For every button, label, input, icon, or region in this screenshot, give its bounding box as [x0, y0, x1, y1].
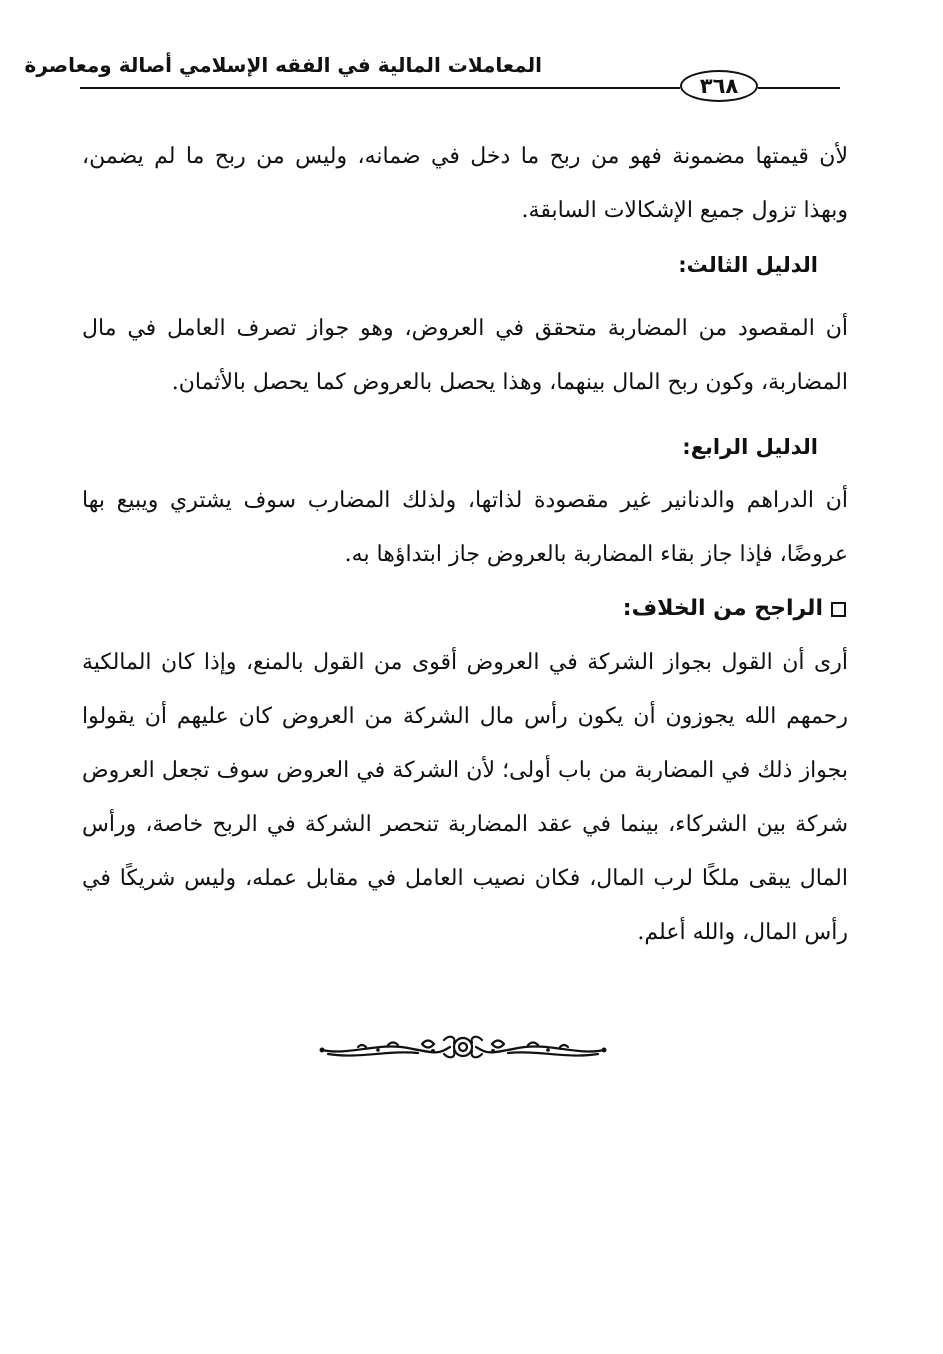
paragraph-1: لأن قيمتها مضمونة فهو من ربح ما دخل في ضمانه، وليس من ربح ما لم يضمن، وبهذا تزول جميع الإشكالات السابقة. — [82, 144, 848, 223]
page-number: ٣٦٨ — [680, 70, 758, 102]
page-content — [82, 130, 848, 960]
heading-fourth-evidence: الدليل الرابع: — [682, 435, 818, 459]
checkbox-icon — [831, 602, 846, 617]
paragraph-2: أن المقصود من المضاربة متحقق في العروض، وهو جواز تصرف العامل في مال المضاربة، وكون ربح المال بينهما، وهذا يحصل بالعروض كما يحصل بالأثمان. — [82, 316, 848, 395]
header-rule — [758, 87, 840, 89]
paragraph-4: أرى أن القول بجواز الشركة في العروض أقوى من القول بالمنع، وإذا كان المالكية رحمهم الله يجوزون أن يكون رأس مال الشركة من العروض كان عليهم أن يقولوا بجواز ذلك في المضاربة من باب أولى؛ لأن الشركة في العروض سوف تجعل العروض شركة بين الشركاء، بينما في عقد المضاربة تنحصر الشركة في الربح خاصة، ورأس المال يبقى ملكًا لرب المال، فكان نصيب العامل في مقابل عمله، وليس شريكًا في رأس المال، والله أعلم. — [82, 650, 848, 945]
spacer — [82, 410, 848, 420]
section-heading — [82, 582, 848, 636]
paragraph-3: أن الدراهم والدنانير غير مقصودة لذاتها، ولذلك المضارب سوف يشتري ويبيع بها عروضًا، فإذا جاز بقاء المضاربة بالعروض جاز ابتداؤها به. — [82, 488, 848, 567]
heading-third-evidence: الدليل الثالث: — [678, 253, 818, 277]
section-heading-label: الراجح من الخلاف: — [622, 596, 823, 621]
spacer — [82, 292, 848, 302]
ornament-icon — [318, 1028, 608, 1066]
header-rule — [80, 87, 680, 89]
running-title: المعاملات المالية في الفقه الإسلامي أصالة ومعاصرة — [24, 53, 542, 77]
